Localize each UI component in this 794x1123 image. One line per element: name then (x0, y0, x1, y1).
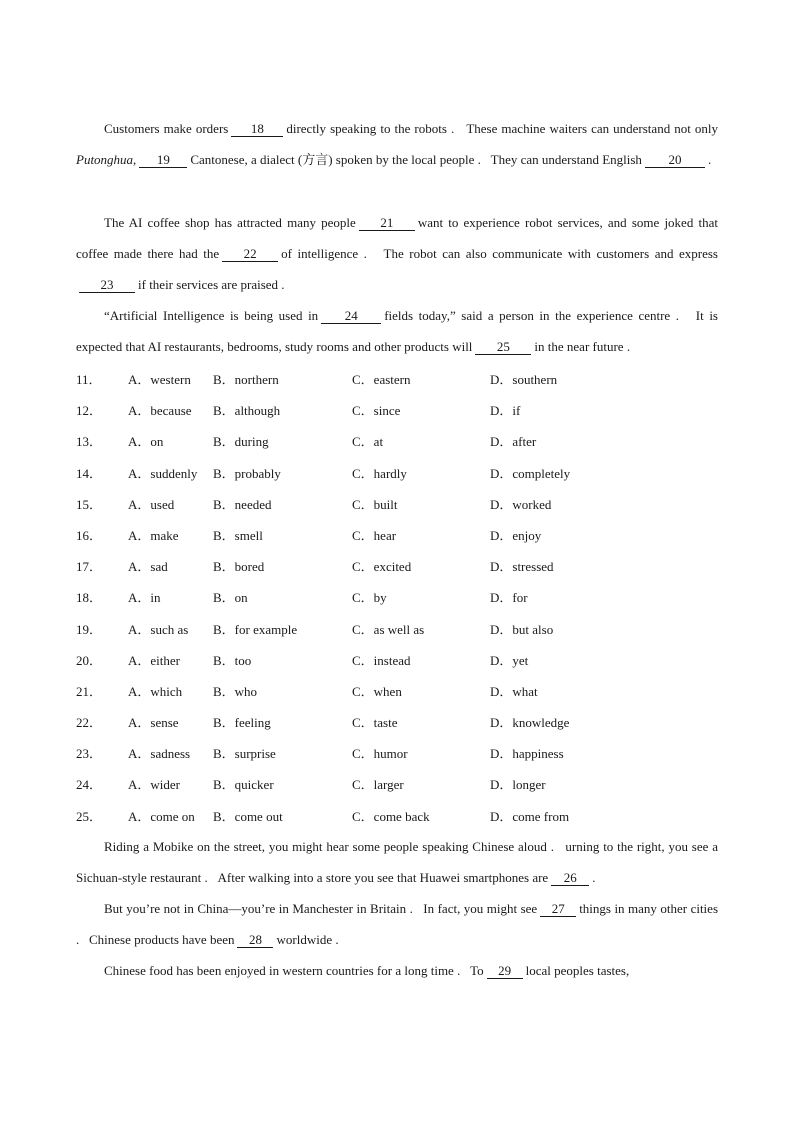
text: . (592, 870, 596, 886)
option-a[interactable]: A．sense (128, 715, 179, 731)
option-b[interactable]: B．come out (213, 808, 283, 824)
option-a[interactable]: A．either (128, 652, 180, 668)
text: directly speaking to the robots . These machine waiters can understand not only (286, 121, 718, 136)
option-a[interactable]: A．on (128, 434, 164, 450)
option-row (76, 801, 718, 832)
question-number: 17． (76, 559, 103, 575)
option-d[interactable]: D．if (490, 403, 521, 419)
option-a[interactable]: A．because (128, 403, 192, 419)
option-d[interactable]: D．enjoy (490, 527, 542, 543)
option-b[interactable]: B．surprise (213, 746, 276, 762)
option-c[interactable]: C．excited (352, 559, 412, 575)
text: fields today,” said a person in the experience centre . It is expected that AI restaurants, bedrooms, study rooms and other products will (76, 308, 718, 355)
blank-18[interactable]: 18 (231, 121, 283, 137)
text: worldwide . (276, 932, 339, 948)
option-row (76, 614, 718, 645)
option-d[interactable]: D．for (490, 590, 528, 606)
option-c[interactable]: C．by (352, 590, 387, 606)
blank-29[interactable]: 29 (487, 963, 523, 979)
text: Chinese food has been enjoyed in western countries for a long time . To (104, 963, 484, 978)
option-c[interactable]: C．hardly (352, 465, 407, 481)
blank-28[interactable]: 28 (237, 932, 273, 948)
option-d[interactable]: D．what (490, 683, 538, 699)
text: Riding a Mobike on the street, you might hear some people speaking Chinese aloud . urning to the right, you see a Sichuan-style restaurant . After walking into a store you see that Huawei smartphones are (76, 839, 718, 886)
option-c[interactable]: C．as well as (352, 621, 425, 637)
option-b[interactable]: B．northern (213, 372, 279, 387)
blank-20[interactable]: 20 (645, 152, 705, 168)
text: But you’re not in China—you’re in Manchester in Britain . In fact, you might see (104, 901, 538, 916)
option-b[interactable]: B．although (213, 403, 281, 419)
text: of intelligence . The robot can also communicate with customers and express (281, 246, 718, 262)
question-number: 21． (76, 683, 103, 699)
question-number: 20． (76, 652, 103, 668)
text: things in many other cities . Chinese products have been (76, 901, 718, 948)
text: local peoples tastes, (525, 963, 630, 978)
option-a[interactable]: A．western (128, 372, 191, 387)
question-number: 25． (76, 808, 103, 824)
option-d[interactable]: D．knowledge (490, 715, 570, 731)
option-row (76, 738, 718, 769)
option-c[interactable]: C．instead (352, 652, 411, 668)
question-number: 14． (76, 465, 103, 481)
options-list (76, 364, 718, 832)
option-c[interactable]: C．come back (352, 808, 430, 824)
text: “Artificial Intelligence is being used in (104, 308, 319, 323)
option-row (76, 520, 718, 551)
option-d[interactable]: D．come from (490, 808, 570, 824)
blank-23[interactable]: 23 (79, 277, 135, 293)
option-b[interactable]: B．during (213, 434, 269, 450)
option-row (76, 582, 718, 613)
option-c[interactable]: C．at (352, 434, 384, 450)
option-d[interactable]: D．completely (490, 465, 571, 481)
option-c[interactable]: C．eastern (352, 372, 411, 387)
option-b[interactable]: B．on (213, 590, 248, 606)
passage2-paragraph-1 (76, 831, 718, 893)
option-d[interactable]: D．longer (490, 777, 546, 793)
question-number: 12． (76, 403, 103, 419)
question-number: 13． (76, 434, 103, 450)
option-d[interactable]: D．worked (490, 496, 552, 512)
option-row (76, 395, 718, 426)
option-d[interactable]: D．stressed (490, 559, 554, 575)
option-row (76, 645, 718, 676)
option-b[interactable]: B．smell (213, 527, 263, 543)
passage2-paragraph-2 (76, 893, 718, 955)
question-number: 19． (76, 621, 103, 637)
question-number: 22． (76, 715, 103, 731)
text-italic: Putonghua, (76, 152, 137, 168)
option-c[interactable]: C．hear (352, 527, 397, 543)
blank-21[interactable]: 21 (359, 215, 415, 231)
text: Cantonese, a dialect (方言) spoken by the local people . They can understand English (190, 152, 642, 168)
option-d[interactable]: D．happiness (490, 746, 564, 762)
option-row (76, 707, 718, 738)
option-b[interactable]: B．needed (213, 496, 272, 512)
option-a[interactable]: A．which (128, 683, 183, 699)
option-d[interactable]: D．southern (490, 372, 558, 387)
passage2-paragraph-3 (76, 955, 718, 986)
option-c[interactable]: C．built (352, 496, 398, 512)
option-d[interactable]: D．after (490, 434, 537, 450)
option-c[interactable]: C．humor (352, 746, 408, 762)
option-a[interactable]: A．used (128, 496, 175, 512)
option-a[interactable]: A．sad (128, 559, 168, 575)
option-row (76, 426, 718, 457)
option-a[interactable]: A．make (128, 527, 179, 543)
passage1-paragraph-1 (76, 113, 718, 175)
blank-22[interactable]: 22 (222, 246, 278, 262)
text: if their services are praised . (138, 277, 285, 293)
text: in the near future . (534, 339, 631, 355)
option-b[interactable]: B．for example (213, 621, 298, 637)
blank-24[interactable]: 24 (321, 308, 381, 324)
question-number: 23． (76, 746, 103, 762)
option-row (76, 489, 718, 520)
blank-19[interactable]: 19 (139, 152, 187, 168)
blank-25[interactable]: 25 (475, 339, 531, 355)
option-row (76, 769, 718, 800)
option-row (76, 364, 718, 395)
question-number: 18． (76, 590, 103, 606)
option-c[interactable]: C．since (352, 403, 401, 419)
passage1-paragraph-2 (76, 207, 718, 301)
option-b[interactable]: B．bored (213, 559, 265, 575)
text: The AI coffee shop has attracted many people (104, 215, 356, 230)
option-a[interactable]: A．come on (128, 808, 195, 824)
option-c[interactable]: C．larger (352, 777, 404, 793)
passage1-paragraph-3 (76, 300, 718, 362)
option-b[interactable]: B．who (213, 683, 258, 699)
option-row (76, 458, 718, 489)
option-d[interactable]: D．but also (490, 621, 554, 637)
option-c[interactable]: C．when (352, 683, 402, 699)
option-a[interactable]: A．suddenly (128, 465, 198, 481)
text: . (707, 152, 712, 168)
text: Customers make orders (104, 121, 229, 136)
question-number: 15． (76, 496, 103, 512)
option-b[interactable]: B．too (213, 652, 252, 668)
option-d[interactable]: D．yet (490, 652, 529, 668)
option-c[interactable]: C．taste (352, 715, 398, 731)
option-a[interactable]: A．such as (128, 621, 189, 637)
question-number: 16． (76, 527, 103, 543)
blank-26[interactable]: 26 (551, 870, 589, 886)
option-b[interactable]: B．feeling (213, 715, 271, 731)
question-number: 11． (76, 372, 102, 387)
question-number: 24． (76, 777, 103, 793)
option-a[interactable]: A．wider (128, 777, 180, 793)
option-b[interactable]: B．probably (213, 465, 281, 481)
option-b[interactable]: B．quicker (213, 777, 274, 793)
option-row (76, 551, 718, 582)
option-a[interactable]: A．sadness (128, 746, 191, 762)
blank-27[interactable]: 27 (540, 901, 576, 917)
text: want to experience robot services, and some joked that coffee made there had the (76, 215, 718, 262)
option-a[interactable]: A．in (128, 590, 161, 606)
option-row (76, 676, 718, 707)
